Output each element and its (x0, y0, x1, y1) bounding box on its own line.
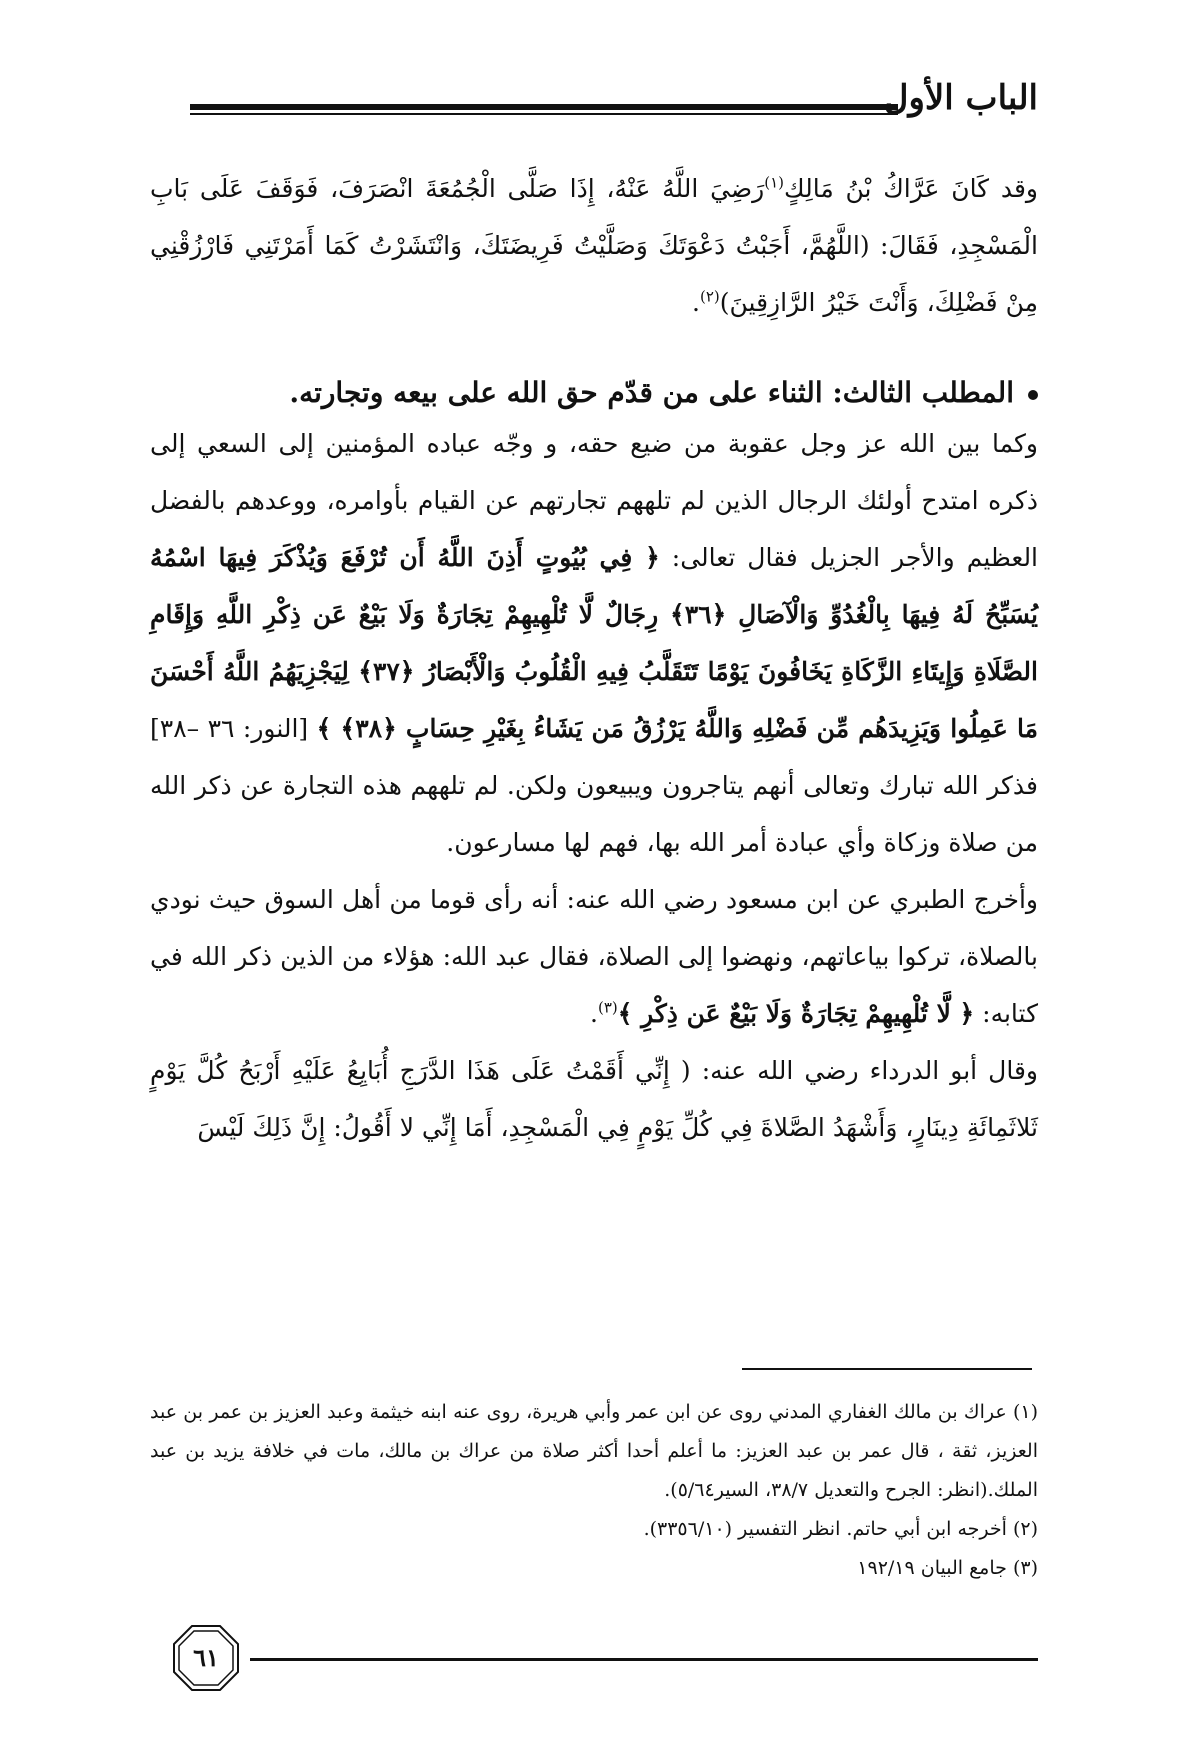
paragraph-3-text: وأخرج الطبري عن ابن مسعود رضي الله عنه: أنه رأى قوما من أهل السوق حيث نودي بالصلاة، تركوا بياعاتهم، ونهضوا إلى الصلاة، فقال عبد الله: هؤلاء من الذين ذكر الله في كتابه: (150, 885, 1038, 1028)
footnote-3: (٣) جامع البيان ١٩٢/١٩ (857, 1557, 1038, 1579)
spacer (150, 331, 1038, 371)
paragraph-4-text: وقال أبو الدرداء رضي الله عنه: ( إِنِّي أَقَمْتُ عَلَى هَذَا الدَّرَجِ أُبَايِعُ عَلَيْهِ أَرْبَحُ كُلَّ يَوْمٍ ثَلاثَمِائَةِ دِينَارٍ، وَأَشْهَدُ الصَّلاةَ فِي كُلِّ يَوْمٍ فِي الْمَسْجِدِ، أَمَا إِنِّي لا أَقُولُ: إِنَّ ذَلِكَ لَيْسَ (150, 1056, 1038, 1142)
paragraph-1-body: رَضِيَ اللَّهُ عَنْهُ، إِذَا صَلَّى الْجُمُعَةَ انْصَرَفَ، فَوَقَفَ عَلَى بَابِ الْمَسْجِدِ، فَقَالَ: (اللَّهُمَّ، أَجَبْتُ دَعْوَتَكَ وَصَلَّيْتُ فَرِيضَتَكَ، وَانْتَشَرْتُ كَمَا أَمَرْتَنِي فَارْزُقْنِي مِنْ فَضْلِكَ، وَأَنْتَ خَيْرُ الرَّازِقِينَ) (150, 174, 1038, 317)
page-number-badge (172, 1624, 240, 1692)
page-footer (150, 1620, 1038, 1690)
section-heading-text: المطلب الثالث: الثناء على من قدّم حق الله على بيعه وتجارته. (289, 376, 1014, 409)
paragraph-1-end: . (692, 288, 700, 317)
verse-source: [النور: ٣٦ –٣٨] (150, 714, 309, 743)
paragraph-1-start: وقد كَانَ عَرَّاكُ بْنُ مَالِكٍ (784, 174, 1038, 203)
quran-verse-1: ﴿ فِي بُيُوتٍ أَذِنَ اللَّهُ أَن تُرْفَعَ وَيُذْكَرَ فِيهَا اسْمُهُ يُسَبِّحُ لَهُ فِيهَا بِالْغُدُوِّ وَالْآصَالِ ﴿٣٦﴾ رِجَالٌ لَّا تُلْهِيهِمْ تِجَارَةٌ وَلَا بَيْعٌ عَن ذِكْرِ اللَّهِ وَإِقَامِ الصَّلَاةِ وَإِيتَاءِ الزَّكَاةِ يَخَافُونَ يَوْمًا تَتَقَلَّبُ فِيهِ الْقُلُوبُ وَالْأَبْصَارُ ﴿٣٧﴾ لِيَجْزِيَهُمُ اللَّهُ أَحْسَنَ مَا عَمِلُوا وَيَزِيدَهُم مِّن فَضْلِهِ وَاللَّهُ يَرْزُقُ مَن يَشَاءُ بِغَيْرِ حِسَابٍ ﴿٣٨﴾ ﴾ (150, 543, 1039, 743)
paragraph-3-end: . (590, 999, 598, 1028)
bullet-icon (1028, 390, 1038, 400)
chapter-title: الباب الأول (883, 78, 1038, 118)
paragraph-2-comment: فذكر الله تبارك وتعالى أنهم يتاجرون ويبيعون ولكن. لم تلههم هذه التجارة عن ذكر الله من صلاة وزكاة وأي عبادة أمر الله بها، فهم لها مسارعون. (150, 771, 1038, 857)
footnotes (150, 1393, 1038, 1588)
header-rule (190, 104, 898, 115)
paragraph-2-text: وكما بين الله عز وجل عقوبة من ضيع حقه، و وجّه عباده المؤمنين إلى السعي إلى ذكره امتدح أولئك الرجال الذين لم تلههم تجارتهم عن القيام بأوامره، ووعدهم بالفضل العظيم والأجر الجزيل فقال تعالى: (150, 429, 1039, 572)
footnote-1: (١) عراك بن مالك الغفاري المدني روى عن ابن عمر وأبي هريرة، روى عنه ابنه خيثمة وعبد العزيز بن عمر بن عبد العزيز، ثقة ، قال عمر بن عبد العزيز: ما أعلم أحدا أكثر صلاة من عراك بن مالك، مات في خلافة يزيد بن عبد الملك.(انظر: الجرح والتعديل ٣٨/٧، السير٥/٦٤). (150, 1401, 1038, 1501)
paragraph-2 (150, 415, 1038, 871)
footnote-2: (٢) أخرجه ابن أبي حاتم. انظر التفسير (٣٣٥٦/١٠). (643, 1518, 1038, 1540)
main-text (150, 160, 1038, 1156)
section-heading (150, 371, 1038, 415)
running-header (190, 78, 1038, 138)
footnote-ref-2[interactable]: (٢) (699, 287, 720, 306)
footer-rule (250, 1658, 1038, 1661)
paragraph-4 (150, 1042, 1038, 1156)
page-number: ٦١ (193, 1643, 219, 1672)
footnote-ref-1[interactable]: (١) (764, 173, 785, 192)
quran-verse-2: ﴿ لَّا تُلْهِيهِمْ تِجَارَةٌ وَلَا بَيْعٌ عَن ذِكْرِ ﴾ (617, 999, 975, 1028)
paragraph-3 (150, 871, 1038, 1042)
paragraph-1 (150, 160, 1038, 331)
footnote-separator (742, 1368, 1032, 1370)
footnote-ref-3[interactable]: (٣) (597, 998, 618, 1017)
